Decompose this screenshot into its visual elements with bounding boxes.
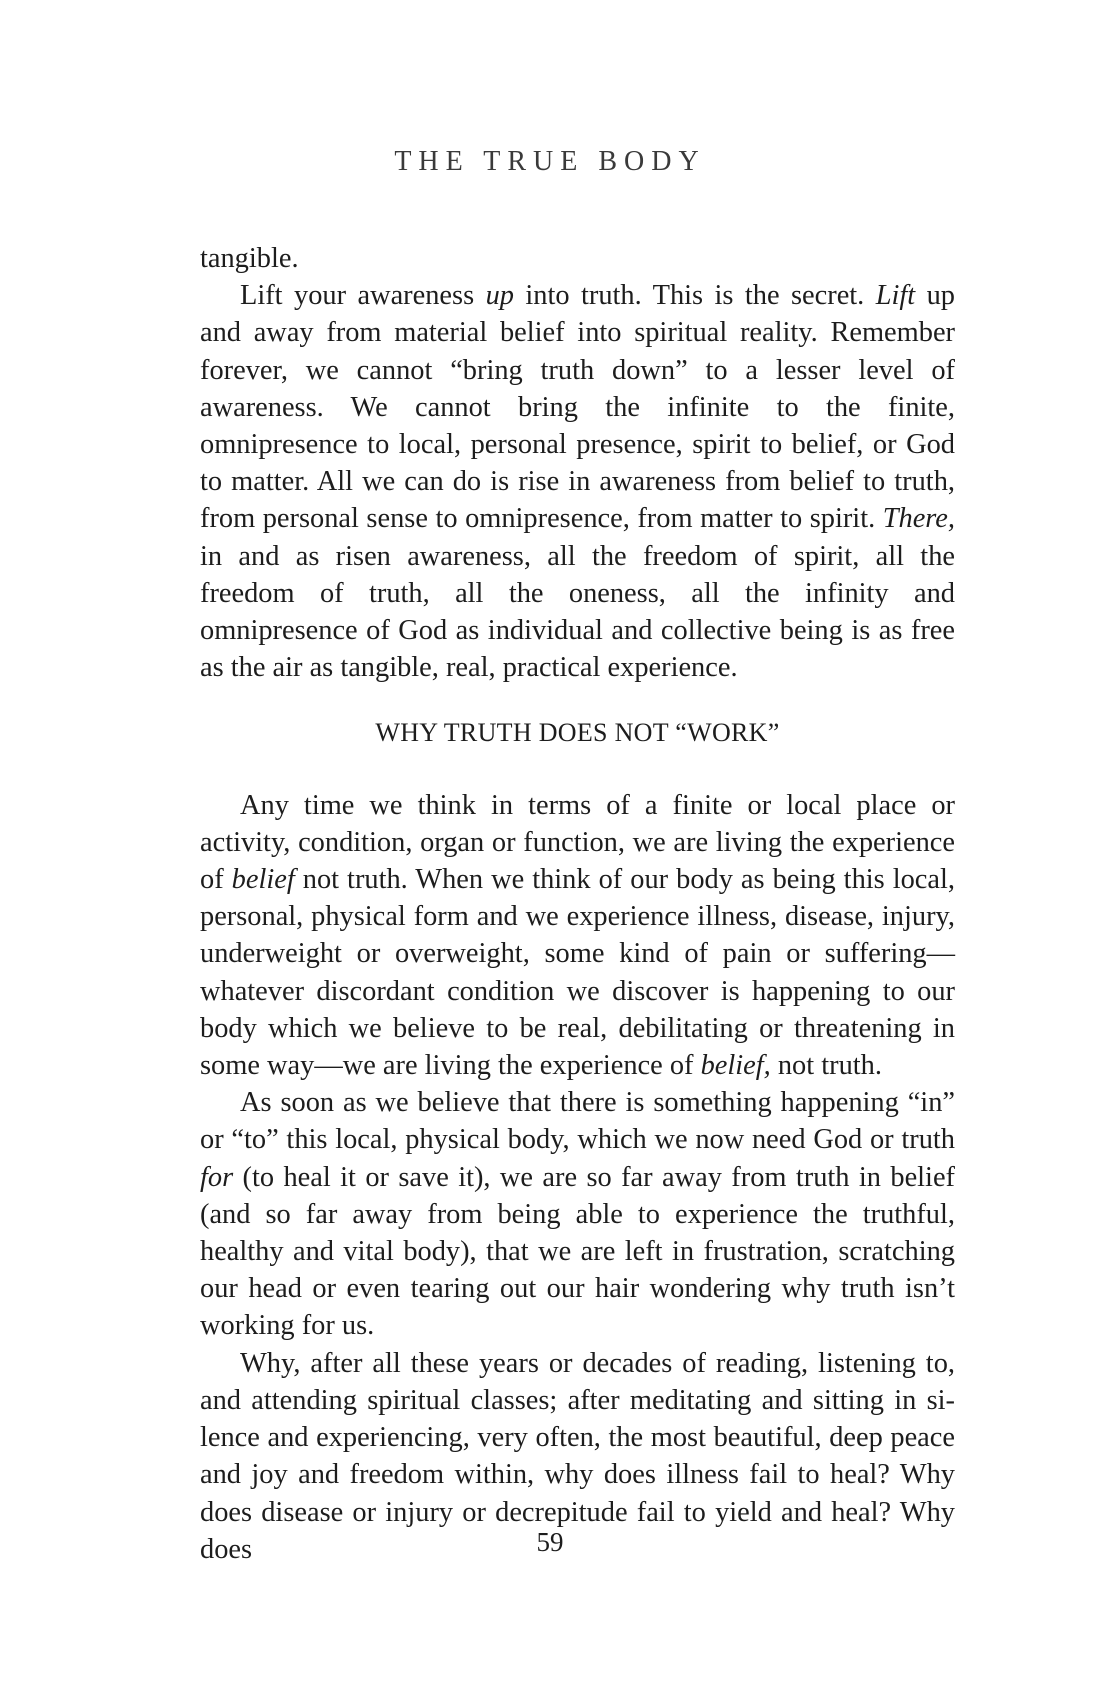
paragraph-1-text: tangible. xyxy=(200,243,299,274)
paragraph-4-part-a: As soon as we believe that there is something happening “in” or “to” this local, physical body, which we now need God or truth xyxy=(200,1087,955,1156)
paragraph-2-emphasis-there: There, xyxy=(882,503,955,535)
paragraph-3-emphasis-belief-2: belief, xyxy=(700,1050,771,1082)
section-heading: WHY TRUTH DOES NOT “WORK” xyxy=(375,718,780,748)
paragraph-3-part-e: not truth. xyxy=(770,1050,882,1082)
page-number: 59 xyxy=(536,1527,564,1557)
paragraph-3-emphasis-belief: belief xyxy=(231,864,295,896)
paragraph-4 xyxy=(200,1084,955,1344)
running-head: THE TRUE BODY xyxy=(394,146,706,177)
paragraph-3 xyxy=(200,787,955,1085)
body-text xyxy=(200,240,955,1568)
paragraph-2-part-g: in and as risen awareness, all the freedom of spirit, all the freedom of truth, all the oneness, all the infinity and omnipresence of God as individual and collective being is as free as the air as tangible, real, practical experience. xyxy=(200,540,955,684)
paragraph-3-part-a: Any time we think in terms of a finite or local place or activity, condition, organ or function, we are living the experience of xyxy=(200,789,955,896)
paragraph-2 xyxy=(200,277,955,686)
paragraph-2-part-e: up and away from material belief into spiritual reality. Remember forever, we cannot “bring truth down” to a lesser level of awareness. We cannot bring the infinite to the finite, omnipresence to local, personal presence, spirit to belief, or God to matter. All we can do is rise in awareness from belief to truth, from personal sense to omnipresence, from matter to spirit. xyxy=(200,280,955,535)
paragraph-4-emphasis-for: for xyxy=(200,1161,234,1193)
paragraph-4-part-c: (to heal it or save it), we are so far away from truth in belief (and so far away from being able to experience the truthful, healthy and vital body), that we are left in frustration, scratching our head or even tearing out our hair wondering why truth isn’t working for us. xyxy=(200,1161,955,1342)
paragraph-3-part-c: not truth. When we think of our body as being this local, personal, physical form and we experience illness, disease, injury, underweight or overweight, some kind of pain or suffering—whatever discordant condition we discover is happening to our body which we believe to be real, debilitating or threatening in some way—we are living the experience of xyxy=(200,864,955,1082)
paragraph-2-emphasis-lift: Lift xyxy=(875,280,916,312)
paragraph-2-part-a: Lift your awareness xyxy=(240,280,486,312)
paragraph-1 xyxy=(200,240,955,277)
paragraph-2-part-c: into truth. This is the secret. xyxy=(513,280,876,312)
paragraph-2-emphasis-up: up xyxy=(485,280,514,312)
paragraph-5-text: Why, after all these years or decades of reading, listening to, and attending spiritual classes; after meditating and sitting in silence and experiencing, very often, the most beautiful, deep peace and joy and freedom within, why does illness fail to heal? Why does disease or injury or decrepitude fail to yield and heal? Why does xyxy=(200,1347,955,1565)
